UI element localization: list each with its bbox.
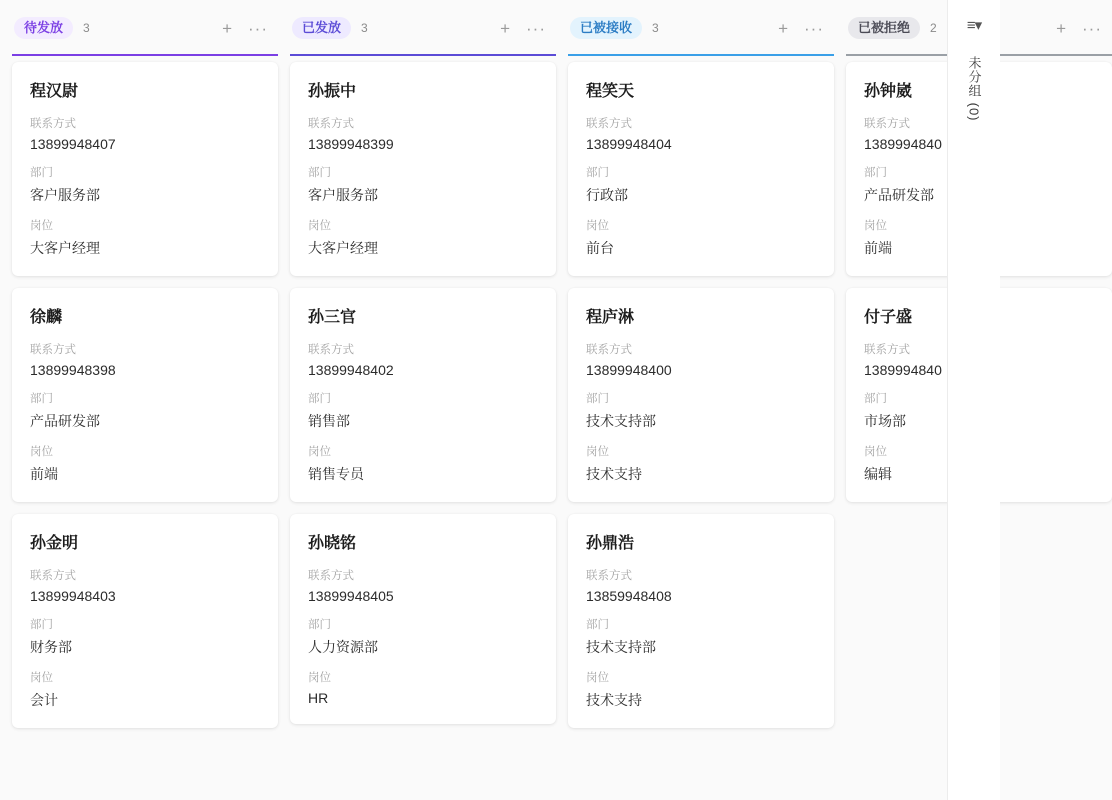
card-list: [290, 56, 556, 724]
card-field: [30, 341, 260, 378]
card-field-value: 行政部: [586, 187, 628, 203]
card-field: [308, 115, 538, 152]
card-field-value: 销售专员: [308, 466, 364, 482]
card-field-label: 岗位: [864, 446, 887, 458]
card-field: [30, 616, 260, 657]
card-field-value: 13899948403: [30, 588, 116, 604]
card-field-label: 部门: [30, 167, 53, 179]
card-list: [568, 56, 834, 728]
employee-card[interactable]: [12, 288, 278, 502]
card-field: [308, 390, 538, 431]
column-title-pill[interactable]: 已被拒绝: [848, 17, 920, 39]
employee-card[interactable]: [12, 514, 278, 728]
card-field: [586, 567, 816, 604]
card-field-value: 技术支持: [586, 466, 642, 482]
column-more-icon[interactable]: ···: [1082, 18, 1102, 38]
card-field: [586, 443, 816, 484]
column-title-pill[interactable]: 已被接收: [570, 17, 642, 39]
employee-card[interactable]: [12, 62, 278, 276]
card-field: [586, 217, 816, 258]
add-card-icon[interactable]: +: [222, 18, 233, 38]
kanban-column: [290, 0, 556, 800]
column-card-count: 3: [652, 21, 659, 35]
card-field: [308, 164, 538, 205]
card-field-label: 联系方式: [30, 118, 76, 130]
column-header: [12, 0, 278, 56]
card-field: [30, 217, 260, 258]
card-field-value: 13899948400: [586, 362, 672, 378]
card-field: [586, 669, 816, 710]
column-more-icon[interactable]: ···: [248, 18, 268, 38]
card-field: [308, 669, 538, 706]
card-field: [308, 616, 538, 657]
card-field-label: 部门: [308, 393, 331, 405]
card-field-value: 客户服务部: [30, 187, 100, 203]
card-field-label: 部门: [864, 167, 887, 179]
card-field: [586, 341, 816, 378]
card-field-value: 客户服务部: [308, 187, 378, 203]
card-field-label: 岗位: [586, 672, 609, 684]
column-accent-bar: [12, 54, 278, 56]
card-field: [30, 669, 260, 710]
card-title: 程汉尉: [30, 83, 79, 100]
card-field-value: 前端: [864, 240, 892, 256]
card-field-value: 13859948408: [586, 588, 672, 604]
card-field-label: 联系方式: [586, 118, 632, 130]
card-field: [30, 164, 260, 205]
column-more-icon[interactable]: ···: [526, 18, 546, 38]
card-field-label: 联系方式: [864, 118, 910, 130]
card-field-label: 部门: [586, 393, 609, 405]
card-field-label: 联系方式: [586, 570, 632, 582]
card-field-label: 联系方式: [864, 344, 910, 356]
card-field-label: 岗位: [30, 220, 53, 232]
card-field-value: 13899948402: [308, 362, 394, 378]
card-field-value: 人力资源部: [308, 639, 378, 655]
card-title: 孙金明: [30, 535, 79, 552]
card-field-value: 产品研发部: [864, 187, 934, 203]
employee-card[interactable]: [290, 514, 556, 724]
column-accent-bar: [290, 54, 556, 56]
card-field: [30, 390, 260, 431]
card-field-label: 部门: [864, 393, 887, 405]
card-field-label: 部门: [308, 167, 331, 179]
card-field-value: 13899948398: [30, 362, 116, 378]
card-field-label: 岗位: [30, 446, 53, 458]
card-field-value: 13899948407: [30, 136, 116, 152]
employee-card[interactable]: [568, 514, 834, 728]
card-field-value: 销售部: [308, 413, 350, 429]
card-field-label: 联系方式: [308, 344, 354, 356]
card-list: [12, 56, 278, 728]
card-field: [30, 443, 260, 484]
card-field-value: 大客户经理: [30, 240, 100, 256]
card-field-label: 联系方式: [30, 344, 76, 356]
card-field: [586, 390, 816, 431]
card-field-label: 部门: [586, 167, 609, 179]
kanban-column: [12, 0, 278, 800]
column-more-icon[interactable]: ···: [804, 18, 824, 38]
card-field-value: 市场部: [864, 413, 906, 429]
card-field: [308, 217, 538, 258]
column-title-pill[interactable]: 待发放: [14, 17, 73, 39]
card-field-label: 联系方式: [586, 344, 632, 356]
employee-card[interactable]: [568, 62, 834, 276]
column-actions: [1056, 20, 1108, 37]
card-field-value: 大客户经理: [308, 240, 378, 256]
card-title: 孙三官: [308, 309, 357, 326]
column-card-count: 2: [930, 21, 937, 35]
card-field-value: 前台: [586, 240, 614, 256]
card-field-value: 技术支持: [586, 692, 642, 708]
card-field: [308, 341, 538, 378]
add-card-icon[interactable]: +: [778, 18, 789, 38]
card-field-value: 技术支持部: [586, 413, 656, 429]
card-field-value: 1389994840: [864, 362, 942, 378]
card-field-value: 财务部: [30, 639, 72, 655]
card-field-value: 前端: [30, 466, 58, 482]
employee-card[interactable]: [568, 288, 834, 502]
card-field: [30, 115, 260, 152]
card-field: [30, 567, 260, 604]
column-actions: [778, 20, 830, 37]
card-title: 付子盛: [864, 309, 913, 326]
group-menu-icon[interactable]: ≡▾: [966, 17, 982, 34]
ungrouped-label[interactable]: 未分组 (0): [966, 56, 982, 122]
card-field: [308, 567, 538, 604]
card-field-value: 产品研发部: [30, 413, 100, 429]
card-title: 孙晓铭: [308, 535, 357, 552]
card-field: [586, 115, 816, 152]
employee-card[interactable]: [290, 62, 556, 276]
card-field-label: 岗位: [308, 446, 331, 458]
card-field-value: 会计: [30, 692, 58, 708]
column-card-count: 3: [83, 21, 90, 35]
card-title: 徐麟: [30, 309, 63, 326]
card-field: [586, 164, 816, 205]
card-title: 程庐淋: [586, 309, 635, 326]
card-field-label: 部门: [30, 393, 53, 405]
card-field-value: 1389994840: [864, 136, 942, 152]
card-field-label: 部门: [586, 619, 609, 631]
card-field-label: 岗位: [586, 446, 609, 458]
column-header: [568, 0, 834, 56]
card-field-value: 13899948404: [586, 136, 672, 152]
column-actions: [500, 20, 552, 37]
card-field-value: HR: [308, 690, 329, 706]
card-field-label: 岗位: [308, 672, 331, 684]
card-field-label: 部门: [30, 619, 53, 631]
card-field-value: 13899948399: [308, 136, 394, 152]
card-title: 程笑天: [586, 83, 635, 100]
column-accent-bar: [568, 54, 834, 56]
add-card-icon[interactable]: +: [500, 18, 511, 38]
right-rail: [947, 0, 1000, 800]
card-field-label: 岗位: [308, 220, 331, 232]
card-field: [586, 616, 816, 657]
card-field-label: 岗位: [586, 220, 609, 232]
card-field-label: 联系方式: [308, 570, 354, 582]
kanban-column: [568, 0, 834, 800]
card-field-label: 岗位: [864, 220, 887, 232]
card-field-label: 部门: [308, 619, 331, 631]
card-title: 孙振中: [308, 83, 357, 100]
card-field-value: 技术支持部: [586, 639, 656, 655]
card-field-label: 联系方式: [308, 118, 354, 130]
card-field: [308, 443, 538, 484]
add-card-icon[interactable]: +: [1056, 18, 1067, 38]
employee-card[interactable]: [290, 288, 556, 502]
column-card-count: 3: [361, 21, 368, 35]
card-field-value: 编辑: [864, 466, 892, 482]
card-title: 孙钟崴: [864, 83, 913, 100]
card-title: 孙鼎浩: [586, 535, 635, 552]
column-actions: [222, 20, 274, 37]
card-field-label: 联系方式: [30, 570, 76, 582]
column-header: [290, 0, 556, 56]
card-field-value: 13899948405: [308, 588, 394, 604]
card-field-label: 岗位: [30, 672, 53, 684]
column-title-pill[interactable]: 已发放: [292, 17, 351, 39]
